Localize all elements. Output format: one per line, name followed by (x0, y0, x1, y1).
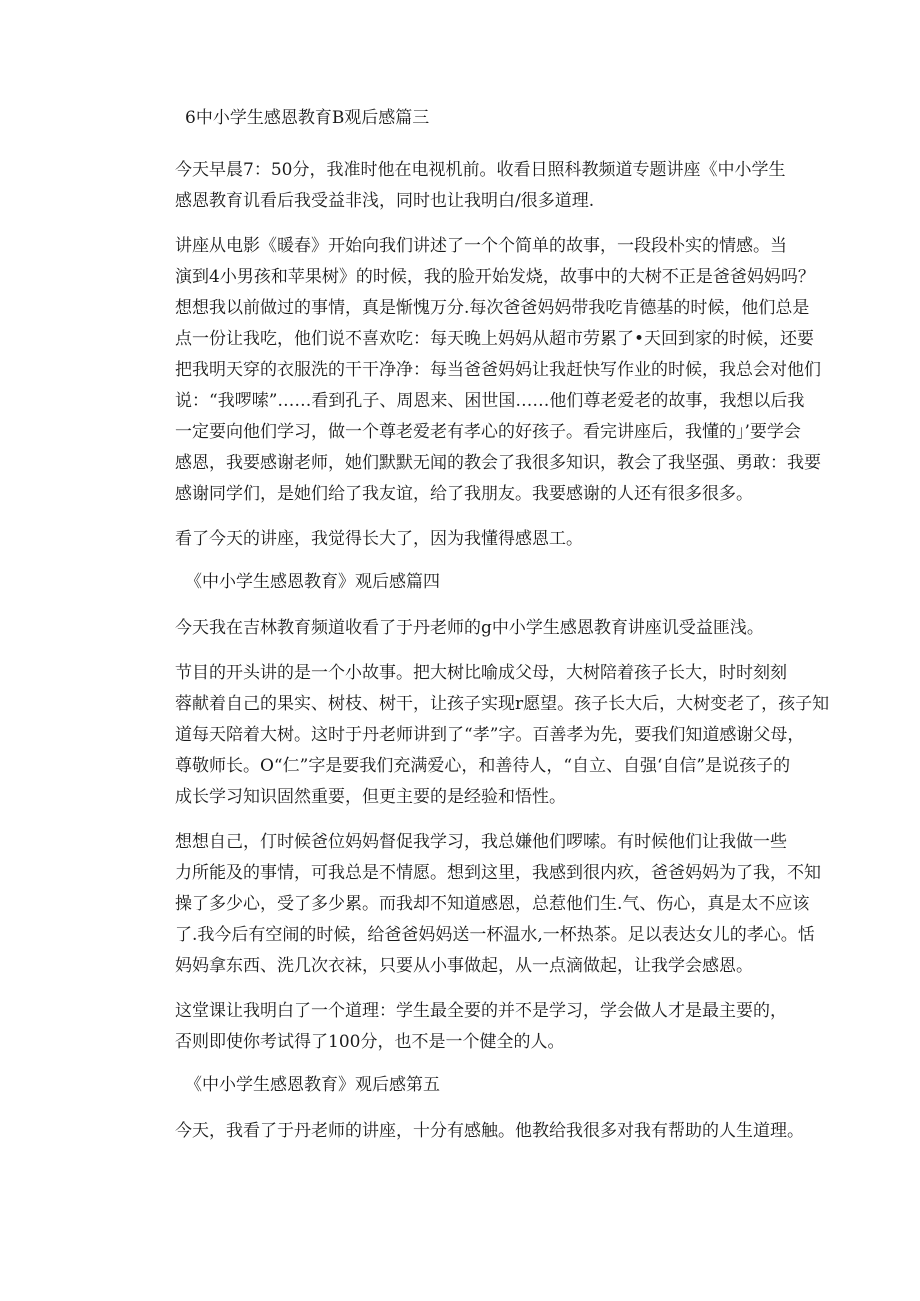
text-line: 了.我今后有空闹的时候，给爸爸妈妈送一杯温水,一杯热茶。足以表达女儿的孝心。恬 (175, 925, 815, 945)
text-line: 想想我以前做过的事情，真是惭愧万分.每次爸爸妈妈带我吃肯德基的时候，他们总是 (175, 298, 810, 318)
text-line: 感谢同学们，是她们给了我友谊，给了我朋友。我要感谢的人还有很多很多。 (175, 484, 753, 504)
text-line: 感恩，我要感谢老师，她们默默无闻的教会了我很多知识，教会了我坚强、勇敢：我要 (175, 453, 821, 473)
text-line: 节目的开头讲的是一个小故事。把大树比喻成父母，大树陪着孩子长大，时时刻刻 (175, 663, 787, 683)
text-line: 否则即使你考试得了100分，也不是一个健全的人。 (175, 1032, 565, 1052)
text-line: 蓉献着自己的果实、树枝、树干，让孩子实现r愿望。孩子长大后，大树变老了，孩子知 (175, 694, 830, 714)
text-line: 尊敬师长。O“仁”字是要我们充满爱心，和善待人，“自立、自强‘自信”是说孩子的 (175, 756, 791, 776)
section-heading-3: 6中小学生感恩教育B观后感篇三 (185, 108, 430, 128)
text-line: 点一份让我吃，他们说不喜欢吃：每天晚上妈妈从超市劳累了•天回到家的时候，还要 (175, 329, 815, 349)
paragraph (175, 155, 795, 217)
paragraph (175, 524, 795, 555)
text-line: 妈妈拿东西、洗几次衣袜，只要从小事做起，从一点滴做起，让我学会感恩。 (175, 956, 753, 976)
section-heading-4: 《中小学生感恩教育》观后感篇四 (185, 572, 440, 592)
text-line: 今天我在吉林教育频道收看了于丹老师的g中小学生感恩教育讲座讥受益匪浅。 (175, 618, 764, 638)
text-line: 把我明天穿的衣服洗的干干净净：每当爸爸妈妈让我赶快写作业的时候，我总会对他们 (175, 360, 821, 380)
paragraph (175, 658, 830, 813)
document-page (175, 105, 830, 1161)
section-heading-5: 《中小学生感恩教育》观后感第五 (185, 1075, 440, 1095)
text-line: 成长学习知识固然重要，但更主要的是经验和悟性。 (175, 787, 566, 807)
text-line: 操了多少心，受了多少累。而我却不知道感恩，总惹他们生.气、伤心，真是太不应该 (175, 894, 810, 914)
text-line: 看了今天的讲座，我觉得长大了，因为我懂得感恩工。 (175, 529, 583, 549)
text-line: 今天，我看了于丹老师的讲座，十分有感触。他教给我很多对我有帮助的人生道理。 (175, 1121, 804, 1141)
paragraph (175, 231, 821, 510)
text-line: 力所能及的事情，可我总是不情愿。想到这里，我感到很内疚，爸爸妈妈为了我，不知 (175, 863, 821, 883)
text-line: 今天早晨7：50分，我准时他在电视机前。收看日照科教频道专题讲座《中小学生 (175, 160, 786, 180)
text-line: 感恩教育讥看后我受益非浅，同时也让我明白/很多道理. (175, 191, 595, 211)
text-line: 想想自己，仃时候爸位妈妈督促我学习，我总嫌他们啰嗦。有时候他们让我做一些 (175, 832, 787, 852)
paragraph (175, 827, 821, 982)
text-line: 一定要向他们学习，做一个尊老爱老有孝心的好孩子。看完讲座后，我懂的」’要学会 (175, 422, 801, 442)
text-line: 说：“我啰嗦”……看到孔子、周恩来、困世国……他们尊老爱老的故事，我想以后我 (175, 391, 805, 411)
paragraph (175, 613, 795, 644)
text-line: 这堂课让我明白了一个道理：学生最全要的并不是学习，学会做人才是最主要的， (175, 1001, 787, 1021)
text-line: 演到4小男孩和苹果树》的时候，我的脸开始发烧，故事中的大树不正是爸爸妈妈吗？ (175, 267, 815, 287)
paragraph (175, 1116, 804, 1147)
text-line: 讲座从电影《暖春》开始向我们讲述了一个个简单的故事，一段段朴实的情感。当 (175, 236, 787, 256)
paragraph (175, 996, 795, 1058)
text-line: 道每天陪着大树。这时于丹老师讲到了“孝”字。百善孝为先，要我们知道感谢父母， (175, 725, 805, 745)
